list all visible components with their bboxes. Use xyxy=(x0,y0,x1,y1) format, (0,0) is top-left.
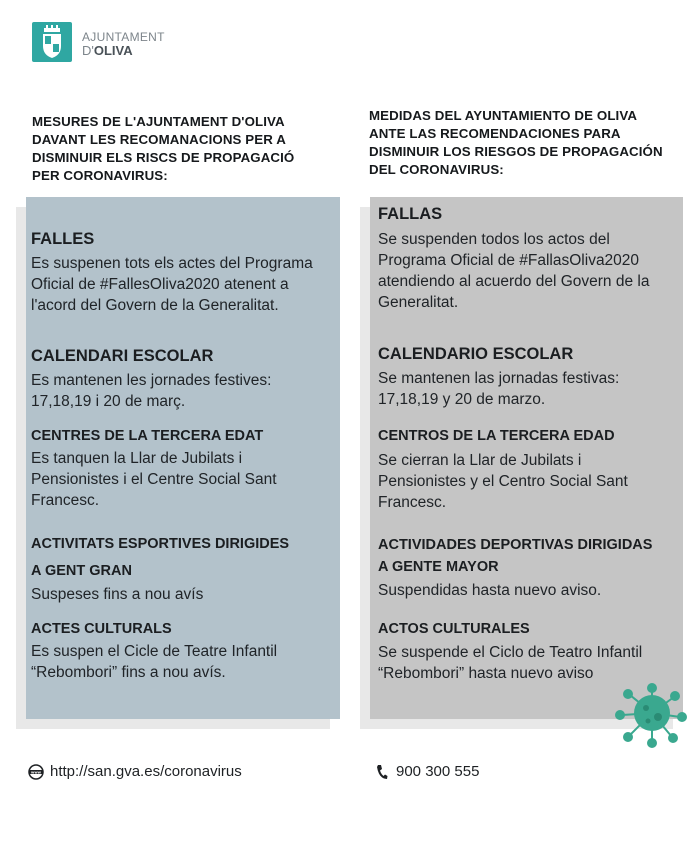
www-globe-icon xyxy=(28,764,44,780)
elderly-centres-text-valencian: Es tanquen la Llar de Jubilats i Pensionistes i el Centre Social Sant Francesc. xyxy=(31,450,277,509)
intro-heading-valencian: MESURES DE L'AJUNTAMENT D'OLIVA DAVANT LES RECOMANACIONS PER A DISMINUIR ELS RISCS DE PROPAGACIÓ PER CORONAVIRUS: xyxy=(32,114,295,183)
calendar-text-valencian: Es mantenen les jornades festives: 17,18,19 i 20 de març. xyxy=(31,372,272,410)
coronavirus-info-url[interactable]: http://san.gva.es/coronavirus xyxy=(50,763,242,780)
fallas-title-valencian: FALLES xyxy=(31,230,95,248)
logo-text-prefix: D' xyxy=(82,43,94,58)
elderly-centres-text-spanish: Se cierran la Llar de Jubilats i Pensionistes y el Centro Social Sant Francesc. xyxy=(378,452,628,511)
coronavirus-icon xyxy=(612,683,688,749)
coronavirus-info-link[interactable] xyxy=(28,763,242,780)
calendar-title-valencian: CALENDARI ESCOLAR xyxy=(31,347,214,365)
intro-heading-spanish: MEDIDAS DEL AYUNTAMIENTO DE OLIVA ANTE LAS RECOMENDACIONES PARA DISMINUIR LOS RIESGOS DE PROPAGACIÓN DEL CORONAVIRUS: xyxy=(369,108,663,177)
sports-text-valencian: Suspeses fins a nou avís xyxy=(31,586,204,603)
sports-title2-spanish: A GENTE MAYOR xyxy=(378,559,499,575)
health-phone-number[interactable] xyxy=(376,763,479,780)
phone-number-text[interactable]: 900 300 555 xyxy=(396,763,480,780)
sports-title-valencian: ACTIVITATS ESPORTIVES DIRIGIDES xyxy=(31,536,290,552)
calendar-text-spanish: Se mantenen las jornadas festivas: 17,18,19 y 20 de marzo. xyxy=(378,370,620,408)
culture-title-valencian: ACTES CULTURALS xyxy=(31,621,172,637)
sports-text-spanish: Suspendidas hasta nuevo aviso. xyxy=(378,582,602,599)
elderly-centres-title-spanish: CENTROS DE LA TERCERA EDAD xyxy=(378,428,615,444)
fallas-text-spanish: Se suspenden todos los actos del Programa Oficial de #FallasOliva2020 atendiendo al acuerdo del Govern de la Generalitat. xyxy=(378,231,650,311)
culture-text-spanish: Se suspende el Ciclo de Teatro Infantil “Rebombori” hasta nuevo aviso xyxy=(378,644,643,682)
fallas-title-spanish: FALLAS xyxy=(378,205,443,223)
logo-text-line2 xyxy=(82,43,133,58)
fallas-text-valencian: Es suspenen tots els actes del Programa Oficial de #FallesOliva2020 atenent a l'acord del Govern de la Generalitat. xyxy=(31,255,313,314)
logo-text-bold: OLIVA xyxy=(93,43,133,58)
sports-title-spanish: ACTIVIDADES DEPORTIVAS DIRIGIDAS xyxy=(378,537,653,553)
ajuntament-logo-icon xyxy=(32,22,72,62)
elderly-centres-title-valencian: CENTRES DE LA TERCERA EDAT xyxy=(31,428,264,444)
culture-title-spanish: ACTOS CULTURALES xyxy=(378,621,530,637)
culture-text-valencian: Es suspen el Cicle de Teatre Infantil “Rebombori” fins a nou avís. xyxy=(31,643,278,681)
sports-title2-valencian: A GENT GRAN xyxy=(31,563,132,579)
logo-text-line1: AJUNTAMENT xyxy=(82,30,165,44)
phone-icon xyxy=(376,764,388,780)
svg-text:www: www xyxy=(31,769,41,774)
calendar-title-spanish: CALENDARIO ESCOLAR xyxy=(378,345,574,363)
